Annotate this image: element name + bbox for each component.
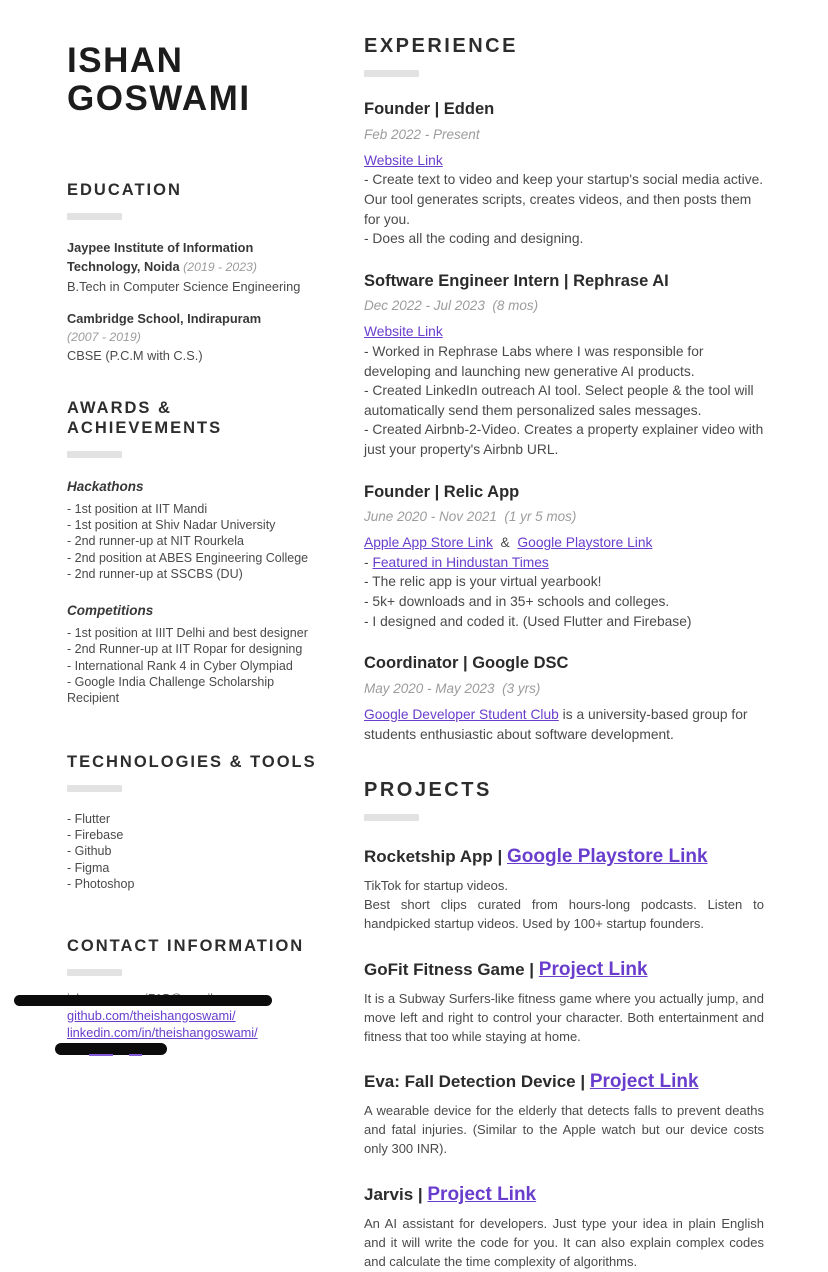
job-text: - Created Airbnb-2-Video. Creates a property explainer video with just your property's Airbnb URL. xyxy=(364,422,768,457)
project-title xyxy=(364,1183,764,1207)
technology-item: - Figma xyxy=(67,860,110,875)
job-body xyxy=(364,322,768,459)
education-entry xyxy=(67,238,325,296)
job-text: - Created LinkedIn outreach AI tool. Select people & the tool will automatically send them personalized sales messages. xyxy=(364,383,758,418)
awards-item: - 2nd Runner-up at IIT Ropar for designing xyxy=(67,642,303,657)
technology-item: - Photoshop xyxy=(67,876,135,891)
project-name: Jarvis | xyxy=(364,1185,428,1205)
job-text: - Does all the coding and designing. xyxy=(364,231,584,247)
project-name: GoFit Fitness Game | xyxy=(364,959,539,979)
job-line xyxy=(364,342,764,381)
job-line xyxy=(364,553,764,573)
job-dates: June 2020 - Nov 2021 (1 yr 5 mos) xyxy=(364,509,577,525)
awards-item: - Google India Challenge Scholarship Recipient xyxy=(67,674,275,706)
education-school-line xyxy=(67,309,325,328)
technology-item: - Flutter xyxy=(67,811,111,826)
job-title: Software Engineer Intern | Rephrase AI xyxy=(364,271,669,290)
technologies-heading-underline xyxy=(67,785,122,792)
job-text: - xyxy=(364,554,373,570)
education-school-line xyxy=(67,238,325,277)
awards-item: - 1st position at IIIT Delhi and best designer xyxy=(67,626,308,641)
education-heading: EDUCATION xyxy=(67,181,182,200)
job-body xyxy=(364,151,767,249)
experience-job xyxy=(364,100,767,249)
awards-item: - 1st position at Shiv Nadar University xyxy=(67,518,276,533)
project-link[interactable]: Google Playstore Link xyxy=(506,846,708,868)
awards-group-title: Competitions xyxy=(67,603,154,619)
awards-item: - 2nd runner-up at NIT Rourkela xyxy=(67,534,244,549)
projects-list xyxy=(364,845,764,1272)
job-line xyxy=(364,533,764,553)
experience-job xyxy=(364,483,764,632)
job-link[interactable]: Google Playstore Link xyxy=(517,535,653,551)
project-title xyxy=(364,1070,764,1094)
contact-heading: CONTACT INFORMATION xyxy=(67,937,305,956)
contact-link[interactable]: github.com/theishangoswami/ xyxy=(67,1007,236,1023)
phone-text-sliver xyxy=(129,1054,142,1056)
project-paragraph: An AI assistant for developers. Just type your idea in plain English and it will write the code for you. It can also explain complex codes and calculate the time complexity of algorithms. xyxy=(364,1215,764,1269)
project-item xyxy=(364,1183,764,1272)
awards-item: - 2nd runner-up at SSCBS (DU) xyxy=(67,566,243,581)
experience-heading: EXPERIENCE xyxy=(364,35,518,57)
project-name: Rocketship App | xyxy=(364,847,507,867)
contact-email-line xyxy=(67,990,325,1007)
awards-groups xyxy=(67,479,325,707)
experience-heading-underline xyxy=(364,70,419,77)
job-line xyxy=(364,705,764,744)
contact-heading-underline xyxy=(67,969,122,976)
awards-group-title: Hackathons xyxy=(67,478,144,494)
contact-phone-line xyxy=(67,1041,325,1058)
job-link[interactable]: Google Developer Student Club xyxy=(364,707,559,723)
left-column xyxy=(67,42,325,1058)
project-paragraph: A wearable device for the elderly that detects falls to prevent deaths and fatal injuries. (Similar to the Apple watch but our device costs only 300 INR). xyxy=(364,1103,764,1157)
project-title xyxy=(364,845,764,869)
job-title: Founder | Relic App xyxy=(364,482,520,501)
education-degree: B.Tech in Computer Science Engineering xyxy=(67,278,301,294)
education-entry xyxy=(67,309,325,366)
experience-job xyxy=(364,654,764,744)
education-school: Jaypee Institute of Information Technology, Noida xyxy=(67,239,254,275)
job-text: - 5k+ downloads and in 35+ schools and colleges. xyxy=(364,594,670,610)
education-entries xyxy=(67,238,325,366)
technology-item: - Github xyxy=(67,844,112,859)
phone-text-sliver xyxy=(89,1054,113,1056)
email-redaction-bar xyxy=(14,995,272,1006)
job-text: is a university-based group for students enthusiastic about software development. xyxy=(364,707,752,742)
project-paragraph: TikTok for startup videos. xyxy=(364,877,509,893)
project-item xyxy=(364,958,764,1047)
job-link[interactable]: Website Link xyxy=(364,152,443,168)
job-line xyxy=(364,322,764,342)
projects-heading: PROJECTS xyxy=(364,779,492,802)
job-body xyxy=(364,705,764,744)
project-item xyxy=(364,1070,764,1159)
project-description xyxy=(364,1215,764,1272)
person-name-line2: GOSWAMI xyxy=(67,79,251,119)
education-heading-underline xyxy=(67,213,122,220)
project-link[interactable]: Project Link xyxy=(427,1184,537,1206)
person-name xyxy=(67,42,325,118)
education-school: Cambridge School, Indirapuram xyxy=(67,310,262,326)
project-description xyxy=(364,877,764,934)
education-dates: (2019 - 2023) xyxy=(183,260,257,275)
project-paragraph: It is a Subway Surfers-like fitness game where you actually jump, and move left and right to control your character. Both entertainment and fitness that too while staying at home. xyxy=(364,990,764,1044)
awards-item: - International Rank 4 in Cyber Olympiad xyxy=(67,658,293,673)
awards-item-list xyxy=(67,625,325,706)
job-title: Coordinator | Google DSC xyxy=(364,654,569,673)
awards-heading-underline xyxy=(67,451,122,458)
project-paragraph: Best short clips curated from hours-long podcasts. Listen to handpicked startup videos. Used by 100+ startup founders. xyxy=(364,896,764,931)
awards-heading: AWARDS & ACHIEVEMENTS xyxy=(67,398,223,438)
projects-heading-underline xyxy=(364,814,419,821)
experience-jobs xyxy=(364,100,768,744)
contact-block xyxy=(67,990,325,1058)
education-dates: (2007 - 2019) xyxy=(67,329,141,344)
job-link[interactable]: Website Link xyxy=(364,324,443,340)
job-line xyxy=(364,229,764,249)
job-dates: Feb 2022 - Present xyxy=(364,126,480,142)
job-text: & xyxy=(492,535,518,551)
job-line xyxy=(364,381,764,420)
technologies-list xyxy=(67,811,325,892)
job-line xyxy=(364,170,767,229)
project-link[interactable]: Project Link xyxy=(538,958,648,980)
project-item xyxy=(364,845,764,934)
job-dates: May 2020 - May 2023 (3 yrs) xyxy=(364,681,541,697)
job-text: - I designed and coded it. (Used Flutter and Firebase) xyxy=(364,613,692,629)
job-line xyxy=(364,612,764,632)
project-description xyxy=(364,990,764,1047)
right-column xyxy=(364,34,768,1272)
job-dates: Dec 2022 - Jul 2023 (8 mos) xyxy=(364,298,539,314)
project-link[interactable]: Project Link xyxy=(589,1071,699,1093)
job-link[interactable]: Apple App Store Link xyxy=(364,535,493,551)
project-title xyxy=(364,958,764,982)
technologies-heading: TECHNOLOGIES & TOOLS xyxy=(67,753,317,772)
job-text: - Create text to video and keep your startup's social media active. Our tool generates scripts, creates videos, and then posts them for you. xyxy=(364,172,767,227)
project-name: Eva: Fall Detection Device | xyxy=(364,1072,590,1092)
person-name-line1: ISHAN xyxy=(67,41,184,80)
experience-job xyxy=(364,271,768,460)
job-link[interactable]: Featured in Hindustan Times xyxy=(372,554,549,570)
contact-link[interactable]: linkedin.com/in/theishangoswami/ xyxy=(67,1024,258,1040)
job-line xyxy=(364,592,764,612)
contact-links xyxy=(67,1007,325,1041)
job-line xyxy=(364,420,768,459)
job-text: - Worked in Rephrase Labs where I was responsible for developing and launching new generative AI products. xyxy=(364,344,708,379)
technology-item: - Firebase xyxy=(67,828,124,843)
job-line xyxy=(364,572,764,592)
education-degree: CBSE (P.C.M with C.S.) xyxy=(67,348,203,364)
awards-item: - 2nd position at ABES Engineering College xyxy=(67,550,309,565)
job-line xyxy=(364,151,764,171)
project-description xyxy=(364,1102,764,1159)
job-title: Founder | Edden xyxy=(364,100,495,118)
awards-item: - 1st position at IIT Mandi xyxy=(67,501,208,516)
job-text: - The relic app is your virtual yearbook! xyxy=(364,574,602,590)
contact-link-line xyxy=(67,1024,325,1041)
awards-item-list xyxy=(67,501,325,582)
contact-link-line xyxy=(67,1007,325,1024)
job-body xyxy=(364,533,764,631)
